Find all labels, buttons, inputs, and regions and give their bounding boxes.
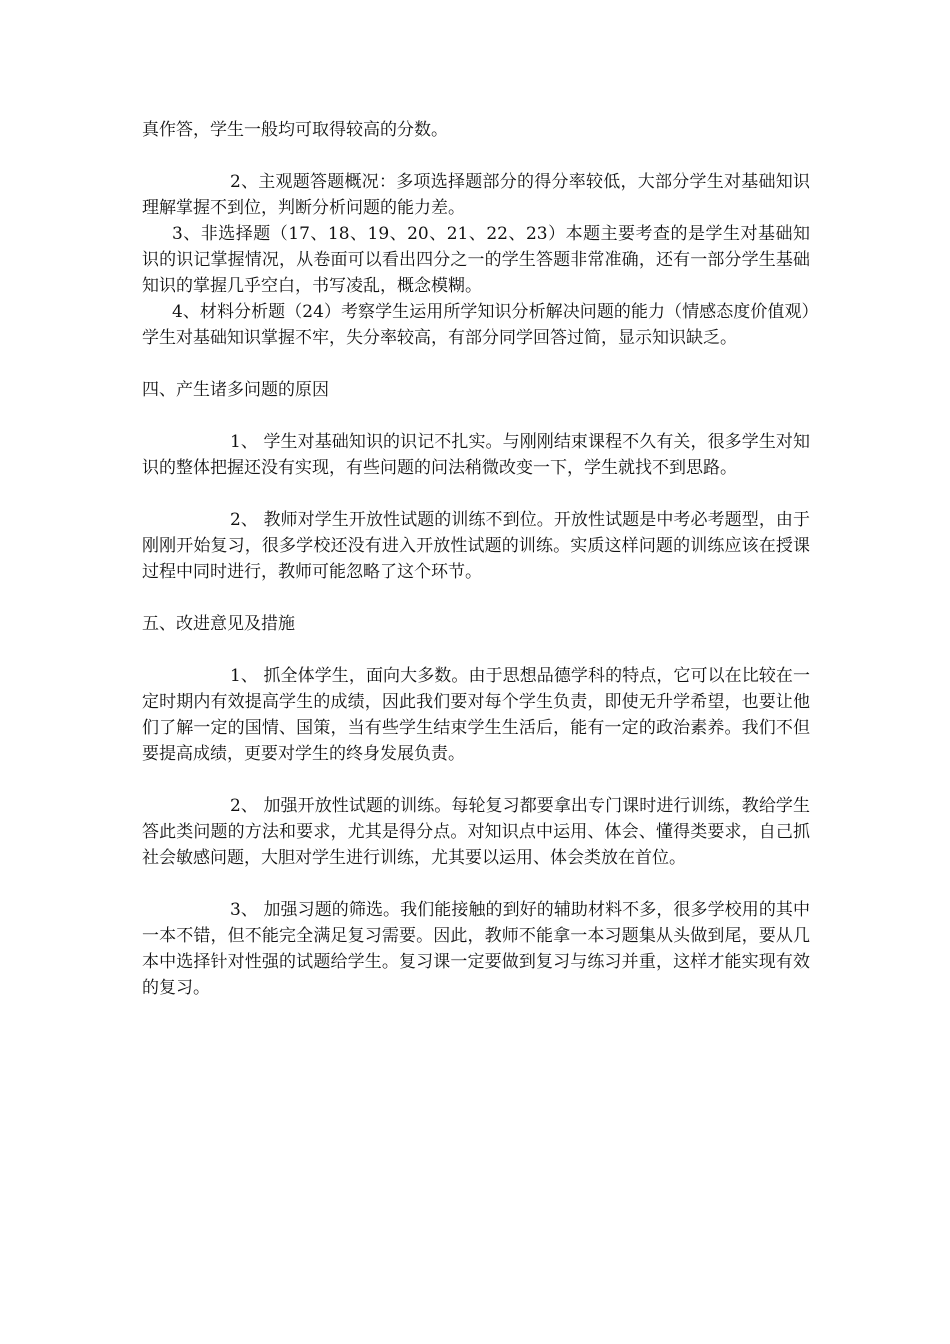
paragraph-gap [142,351,810,377]
paragraph-cause-2: 2、 教师对学生开放性试题的训练不到位。开放性试题是中考必考题型，由于刚刚开始复习，很多学校还没有进入开放性试题的训练。实质这样问题的训练应该在授课过程中同时进行，教师可能忽略了这个环节。 [142,510,810,582]
paragraph-measure-3: 3、 加强习题的筛选。我们能接触的到好的辅助材料不多，很多学校用的其中一本不错，但不能完全满足复习需要。因此，教师不能拿一本习题集从头做到尾，要从几本中选择针对性强的试题给学生。复习课一定要做到复习与练习并重，这样才能实现有效的复习。 [142,900,810,998]
document-body [142,117,810,1001]
paragraph-gap [142,871,810,897]
paragraph-gap [142,637,810,663]
paragraph-gap [142,767,810,793]
paragraph-gap [142,481,810,507]
paragraph-material-analysis: 4、材料分析题（24）考察学生运用所学知识分析解决问题的能力（情感态度价值观）学生对基础知识掌握不牢，失分率较高，有部分同学回答过简，显示知识缺乏。 [142,302,810,348]
section-heading-causes: 四、产生诸多问题的原因 [142,380,329,400]
paragraph-gap [142,143,810,169]
paragraph-subjective-overview: 2、主观题答题概况：多项选择题部分的得分率较低，大部分学生对基础知识理解掌握不到位，判断分析问题的能力差。 [142,172,810,218]
paragraph-measure-1: 1、 抓全体学生，面向大多数。由于思想品德学科的特点，它可以在比较在一定时期内有效提高学生的成绩，因此我们要对每个学生负责，即使无升学希望，也要让他们了解一定的国情、国策，当有些学生结束学生生活后，能有一定的政治素养。我们不但要提高成绩，更要对学生的终身发展负责。 [142,666,810,764]
paragraph-gap [142,585,810,611]
section-heading-improvements: 五、改进意见及措施 [142,614,295,634]
paragraph-continuation: 真作答，学生一般均可取得较高的分数。 [142,120,448,140]
paragraph-gap [142,403,810,429]
paragraph-measure-2: 2、 加强开放性试题的训练。每轮复习都要拿出专门课时进行训练，教给学生答此类问题的方法和要求，尤其是得分点。对知识点中运用、体会、懂得类要求，自己抓社会敏感问题，大胆对学生进行训练，尤其要以运用、体会类放在首位。 [142,796,810,868]
paragraph-cause-1: 1、 学生对基础知识的识记不扎实。与刚刚结束课程不久有关，很多学生对知识的整体把握还没有实现，有些问题的问法稍微改变一下，学生就找不到思路。 [142,432,810,478]
paragraph-non-choice: 3、非选择题（17、18、19、20、21、22、23）本题主要考查的是学生对基础知识的识记掌握情况，从卷面可以看出四分之一的学生答题非常准确，还有一部分学生基础知识的掌握几乎空白，书写凌乱，概念模糊。 [142,224,810,296]
